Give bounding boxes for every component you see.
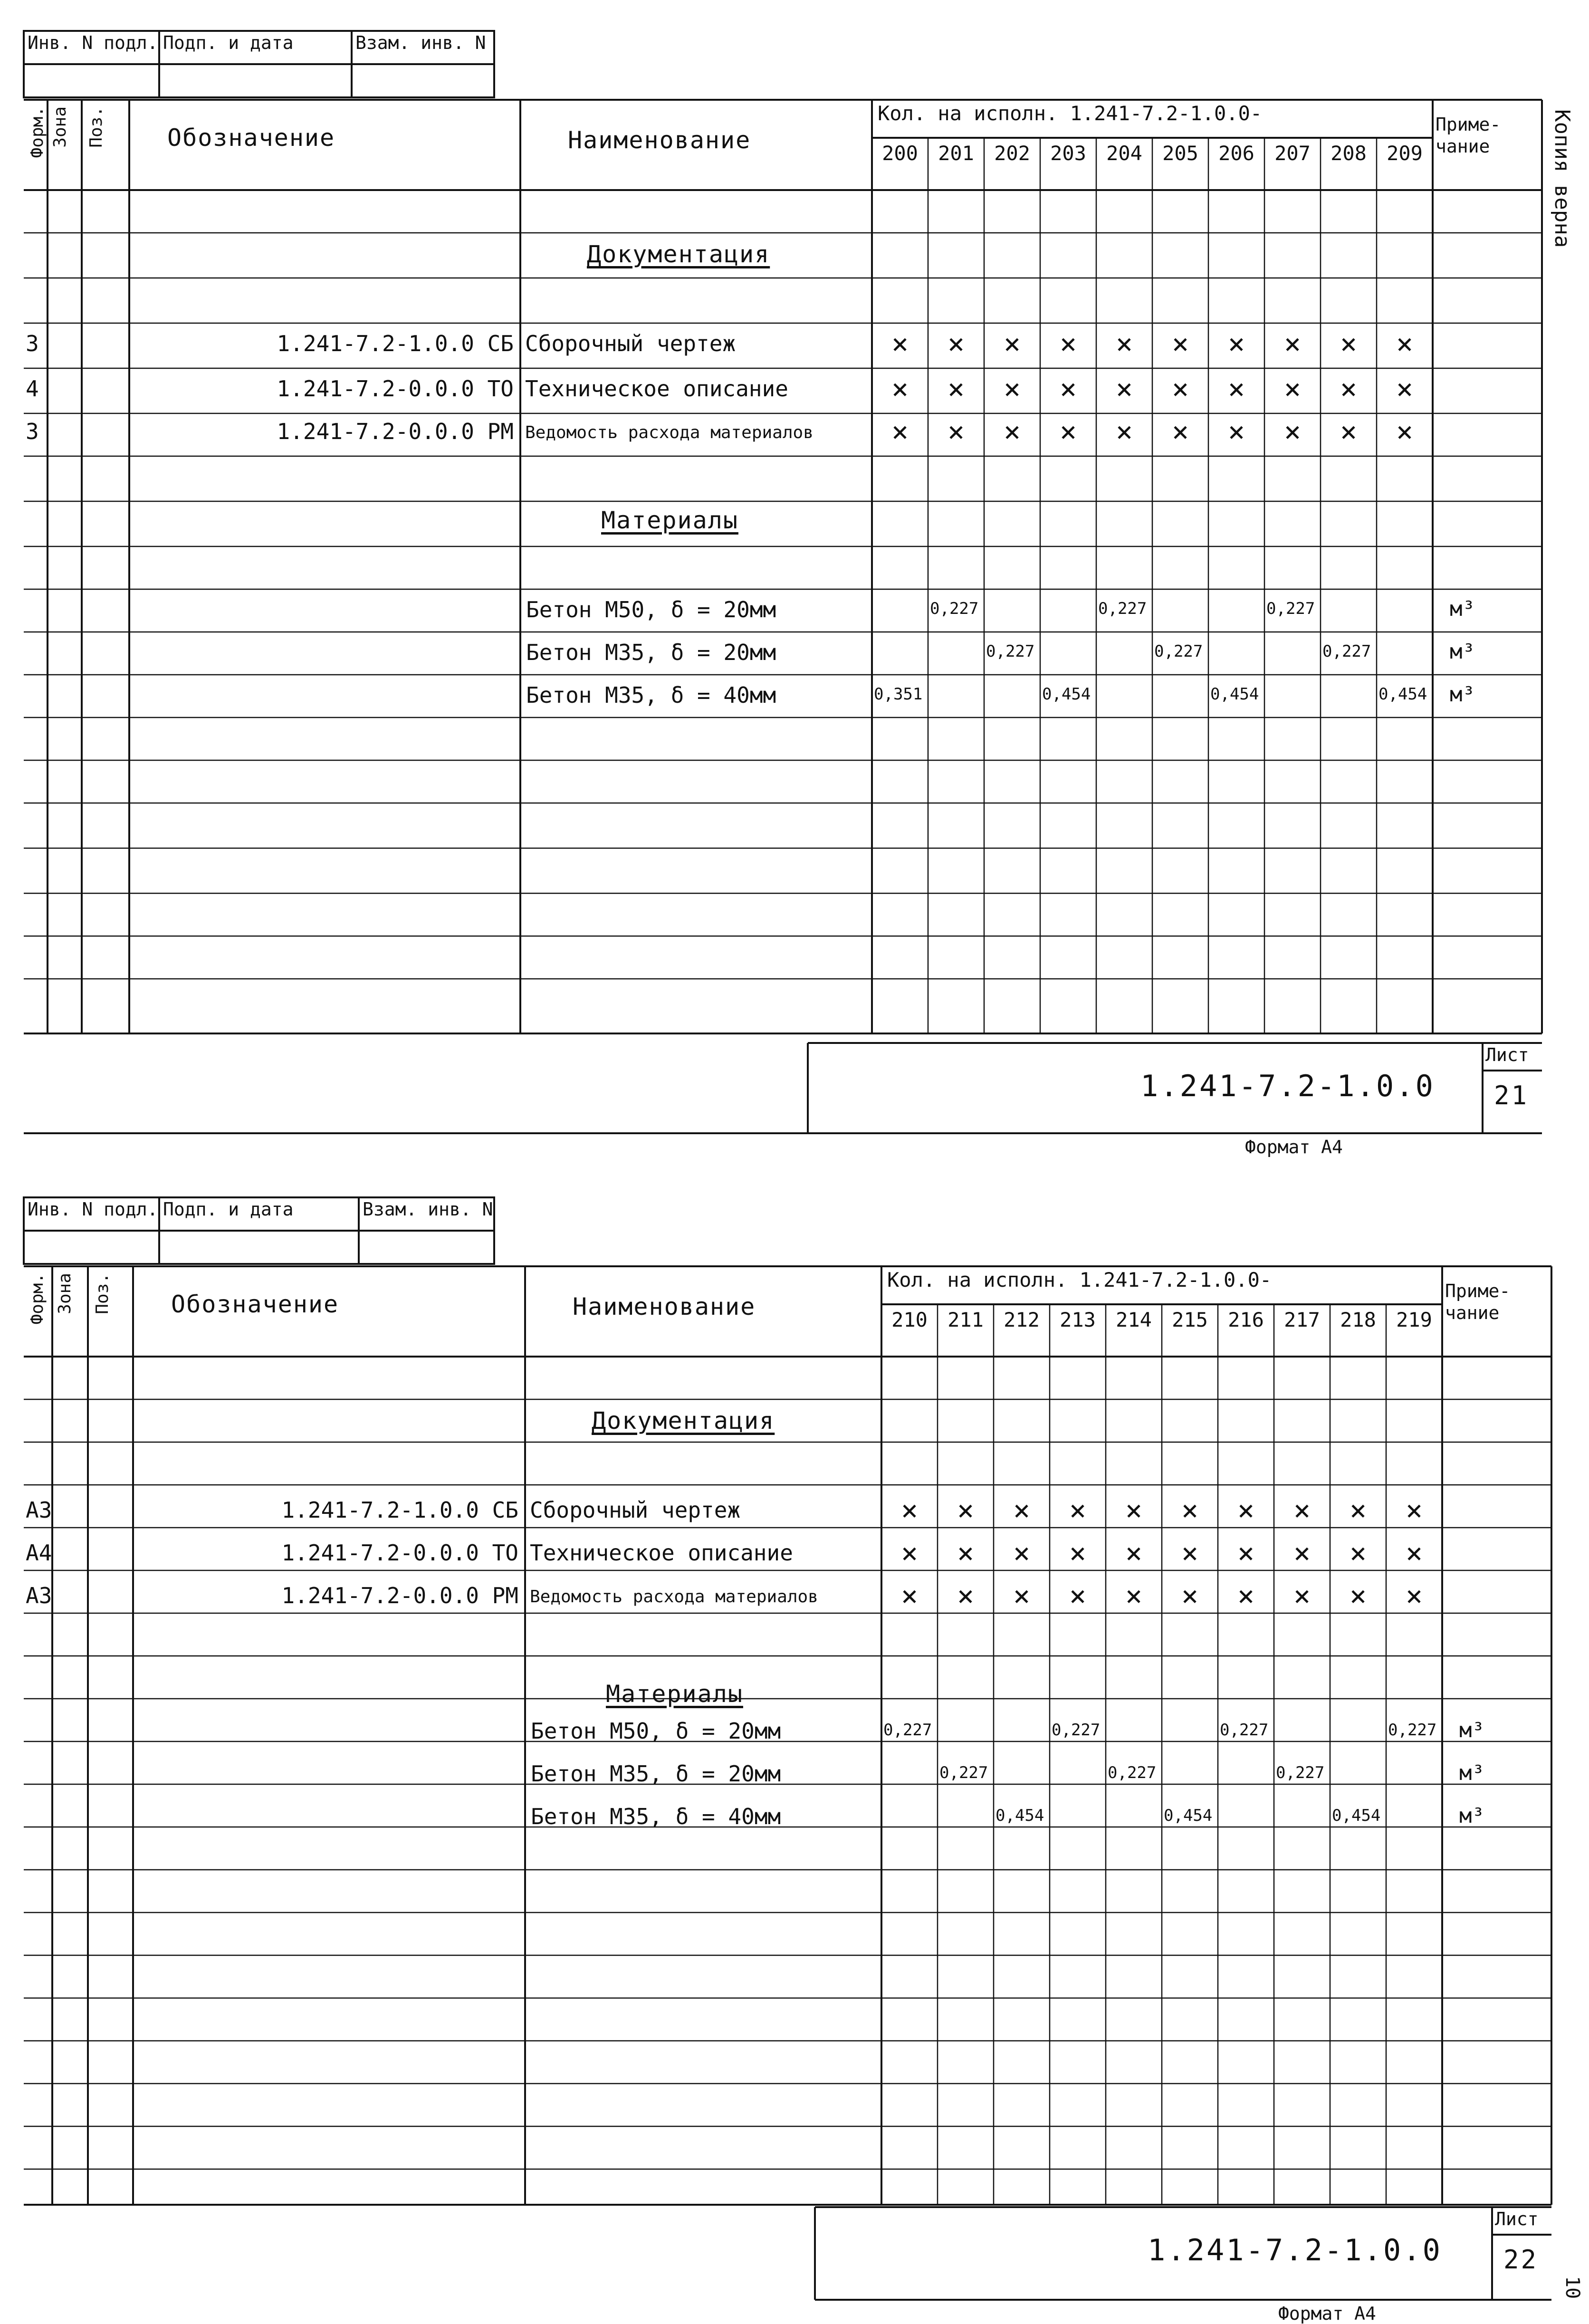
- doc-designation: 1.241-7.2-0.0.0 ТО: [277, 376, 514, 402]
- col-header-variant: 215: [1172, 1308, 1208, 1331]
- included-mark: ×: [891, 327, 909, 361]
- included-mark: ×: [947, 327, 965, 361]
- included-mark: ×: [900, 1494, 919, 1527]
- material-name: Бетон М35, δ = 40мм: [531, 1804, 781, 1829]
- included-mark: ×: [900, 1537, 919, 1570]
- material-qty: 0,454: [1042, 685, 1091, 704]
- material-name: Бетон М50, δ = 20мм: [526, 597, 776, 622]
- col-header-note: Приме-чание: [1445, 1281, 1511, 1323]
- doc-format-cell: 4: [26, 376, 39, 402]
- section-title-documentation: Документация: [587, 240, 770, 268]
- doc-format-cell: 3: [26, 419, 39, 444]
- material-unit: м³: [1459, 1718, 1484, 1742]
- included-mark: ×: [1125, 1537, 1143, 1570]
- included-mark: ×: [1171, 327, 1189, 361]
- included-mark: ×: [1396, 373, 1414, 406]
- col-header-variant: 201: [938, 142, 974, 165]
- included-mark: ×: [1115, 415, 1133, 449]
- included-mark: ×: [1125, 1579, 1143, 1613]
- inventory-header-cell: Взам. инв. N: [363, 1199, 493, 1220]
- included-mark: ×: [1069, 1537, 1087, 1570]
- col-header-name: Наименование: [573, 1293, 756, 1320]
- material-name: Бетон М35, δ = 40мм: [526, 682, 776, 708]
- doc-designation: 1.241-7.2-0.0.0 РМ: [281, 1583, 518, 1608]
- included-mark: ×: [1237, 1579, 1255, 1613]
- col-header-variant: 202: [994, 142, 1030, 165]
- material-unit: м³: [1459, 1761, 1484, 1785]
- inventory-header-cell: Подп. и дата: [163, 1199, 294, 1220]
- col-header-variant: 219: [1396, 1308, 1432, 1331]
- col-header-qty-group: Кол. на исполн. 1.241-7.2-1.0.0-: [887, 1268, 1272, 1291]
- specification-sheet-22: [0, 1188, 1589, 2324]
- col-header-format: Форм.: [28, 106, 47, 158]
- included-mark: ×: [1069, 1579, 1087, 1613]
- included-mark: ×: [1340, 415, 1358, 449]
- col-header-variant: 216: [1228, 1308, 1264, 1331]
- included-mark: ×: [1293, 1579, 1311, 1613]
- inventory-header-cell: Взам. инв. N: [355, 32, 486, 53]
- col-header-zone: Зона: [50, 106, 70, 148]
- included-mark: ×: [1340, 327, 1358, 361]
- material-qty: 0,227: [1108, 1763, 1157, 1782]
- material-qty: 0,227: [1266, 599, 1315, 618]
- included-mark: ×: [1181, 1494, 1199, 1527]
- included-mark: ×: [1293, 1494, 1311, 1527]
- doc-format-cell: А4: [26, 1540, 52, 1566]
- included-mark: ×: [1283, 373, 1302, 406]
- included-mark: ×: [1227, 415, 1245, 449]
- col-header-variant: 205: [1162, 142, 1198, 165]
- sheet-label: Лист: [1495, 2209, 1539, 2229]
- included-mark: ×: [1115, 373, 1133, 406]
- col-header-variant: 209: [1387, 142, 1423, 165]
- included-mark: ×: [957, 1579, 975, 1613]
- included-mark: ×: [1125, 1494, 1143, 1527]
- material-name: Бетон М50, δ = 20мм: [531, 1718, 781, 1744]
- material-name: Бетон М35, δ = 20мм: [531, 1761, 781, 1787]
- col-header-variant: 208: [1331, 142, 1367, 165]
- included-mark: ×: [1349, 1537, 1367, 1570]
- material-qty: 0,227: [1220, 1721, 1269, 1740]
- included-mark: ×: [1013, 1537, 1031, 1570]
- doc-designation: 1.241-7.2-0.0.0 ТО: [281, 1540, 518, 1566]
- material-qty: 0,227: [1322, 642, 1371, 661]
- inventory-header-cell: Подп. и дата: [163, 32, 294, 53]
- col-header-variant: 218: [1340, 1308, 1376, 1331]
- copy-certified-stamp: Копия верна: [1550, 109, 1574, 248]
- included-mark: ×: [1181, 1537, 1199, 1570]
- col-header-pos: Поз.: [86, 106, 106, 148]
- included-mark: ×: [957, 1494, 975, 1527]
- included-mark: ×: [1237, 1494, 1255, 1527]
- col-header-variant: 200: [882, 142, 918, 165]
- doc-name: Сборочный чертеж: [525, 331, 736, 356]
- inventory-header-cell: Инв. N подл.: [28, 32, 158, 53]
- col-header-pos: Поз.: [93, 1273, 112, 1314]
- included-mark: ×: [1003, 327, 1021, 361]
- included-mark: ×: [947, 415, 965, 449]
- included-mark: ×: [1396, 415, 1414, 449]
- material-qty: 0,227: [986, 642, 1035, 661]
- material-unit: м³: [1450, 597, 1475, 621]
- doc-name: Ведомость расхода материалов: [525, 423, 814, 442]
- material-qty: 0,227: [1052, 1721, 1101, 1740]
- sheet-number: 21: [1494, 1081, 1529, 1110]
- inventory-header-cell: Инв. N подл.: [28, 1199, 158, 1220]
- page-number: 10: [1561, 2276, 1583, 2299]
- material-qty: 0,351: [874, 685, 923, 704]
- included-mark: ×: [947, 373, 965, 406]
- included-mark: ×: [957, 1537, 975, 1570]
- included-mark: ×: [1013, 1579, 1031, 1613]
- included-mark: ×: [891, 415, 909, 449]
- col-header-variant: 217: [1284, 1308, 1320, 1331]
- sheet-grid: [0, 0, 1589, 1159]
- col-header-zone: Зона: [55, 1273, 75, 1314]
- material-unit: м³: [1459, 1804, 1484, 1828]
- doc-name: Сборочный чертеж: [530, 1497, 741, 1523]
- col-header-variant: 211: [948, 1308, 984, 1331]
- material-qty: 0,227: [1388, 1721, 1437, 1740]
- sheet-grid: [0, 1188, 1589, 2324]
- doc-name: Ведомость расхода материалов: [530, 1587, 818, 1607]
- material-qty: 0,454: [1332, 1806, 1381, 1825]
- doc-designation: 1.241-7.2-1.0.0 СБ: [277, 331, 514, 356]
- material-unit: м³: [1450, 682, 1475, 707]
- col-header-variant: 210: [891, 1308, 928, 1331]
- included-mark: ×: [1171, 373, 1189, 406]
- material-qty: 0,227: [930, 599, 979, 618]
- section-title-documentation: Документация: [592, 1407, 775, 1435]
- included-mark: ×: [1349, 1579, 1367, 1613]
- included-mark: ×: [1405, 1494, 1423, 1527]
- included-mark: ×: [1405, 1537, 1423, 1570]
- material-qty: 0,227: [939, 1763, 988, 1782]
- col-header-variant: 206: [1218, 142, 1254, 165]
- section-title-materials: Материалы: [601, 507, 738, 534]
- material-qty: 0,227: [1154, 642, 1203, 661]
- included-mark: ×: [1293, 1537, 1311, 1570]
- format-label: Формат А4: [1245, 1137, 1343, 1157]
- included-mark: ×: [1069, 1494, 1087, 1527]
- material-qty: 0,227: [883, 1721, 932, 1740]
- col-header-variant: 204: [1106, 142, 1142, 165]
- col-header-variant: 214: [1116, 1308, 1152, 1331]
- col-header-variant: 207: [1274, 142, 1311, 165]
- included-mark: ×: [900, 1579, 919, 1613]
- specification-sheet-21: [0, 0, 1589, 1159]
- doc-format-cell: 3: [26, 331, 39, 356]
- material-qty: 0,454: [1164, 1806, 1213, 1825]
- material-qty: 0,227: [1276, 1763, 1325, 1782]
- col-header-designation: Обозначение: [171, 1291, 339, 1318]
- included-mark: ×: [1349, 1494, 1367, 1527]
- doc-name: Техническое описание: [525, 376, 788, 402]
- included-mark: ×: [1227, 373, 1245, 406]
- included-mark: ×: [1115, 327, 1133, 361]
- format-label: Формат А4: [1278, 2303, 1376, 2324]
- included-mark: ×: [1171, 415, 1189, 449]
- title-block-designation: 1.241-7.2-1.0.0: [1140, 1069, 1435, 1103]
- col-header-qty-group: Кол. на исполн. 1.241-7.2-1.0.0-: [878, 102, 1263, 125]
- included-mark: ×: [1237, 1537, 1255, 1570]
- col-header-variant: 213: [1060, 1308, 1096, 1331]
- material-unit: м³: [1450, 640, 1475, 664]
- included-mark: ×: [1396, 327, 1414, 361]
- col-header-note: Приме-чание: [1436, 114, 1501, 157]
- included-mark: ×: [1340, 373, 1358, 406]
- material-name: Бетон М35, δ = 20мм: [526, 640, 776, 665]
- included-mark: ×: [1227, 327, 1245, 361]
- material-qty: 0,454: [996, 1806, 1044, 1825]
- sheet-label: Лист: [1485, 1044, 1529, 1065]
- included-mark: ×: [1003, 415, 1021, 449]
- sheet-number: 22: [1503, 2245, 1539, 2275]
- doc-format-cell: А3: [26, 1583, 52, 1608]
- doc-designation: 1.241-7.2-1.0.0 СБ: [281, 1497, 518, 1523]
- included-mark: ×: [1405, 1579, 1423, 1613]
- material-qty: 0,454: [1378, 685, 1427, 704]
- title-block-designation: 1.241-7.2-1.0.0: [1148, 2233, 1442, 2267]
- included-mark: ×: [1059, 373, 1077, 406]
- material-qty: 0,227: [1098, 599, 1147, 618]
- included-mark: ×: [1181, 1579, 1199, 1613]
- section-title-materials: Материалы: [606, 1680, 743, 1708]
- col-header-variant: 203: [1050, 142, 1086, 165]
- doc-name: Техническое описание: [530, 1540, 793, 1566]
- material-qty: 0,454: [1210, 685, 1259, 704]
- included-mark: ×: [1283, 415, 1302, 449]
- included-mark: ×: [1283, 327, 1302, 361]
- included-mark: ×: [1013, 1494, 1031, 1527]
- included-mark: ×: [1059, 327, 1077, 361]
- col-header-name: Наименование: [568, 126, 751, 154]
- doc-format-cell: А3: [26, 1497, 52, 1523]
- col-header-format: Форм.: [28, 1273, 47, 1325]
- col-header-variant: 212: [1004, 1308, 1040, 1331]
- included-mark: ×: [891, 373, 909, 406]
- included-mark: ×: [1059, 415, 1077, 449]
- included-mark: ×: [1003, 373, 1021, 406]
- col-header-designation: Обозначение: [167, 124, 335, 152]
- doc-designation: 1.241-7.2-0.0.0 РМ: [277, 419, 514, 444]
